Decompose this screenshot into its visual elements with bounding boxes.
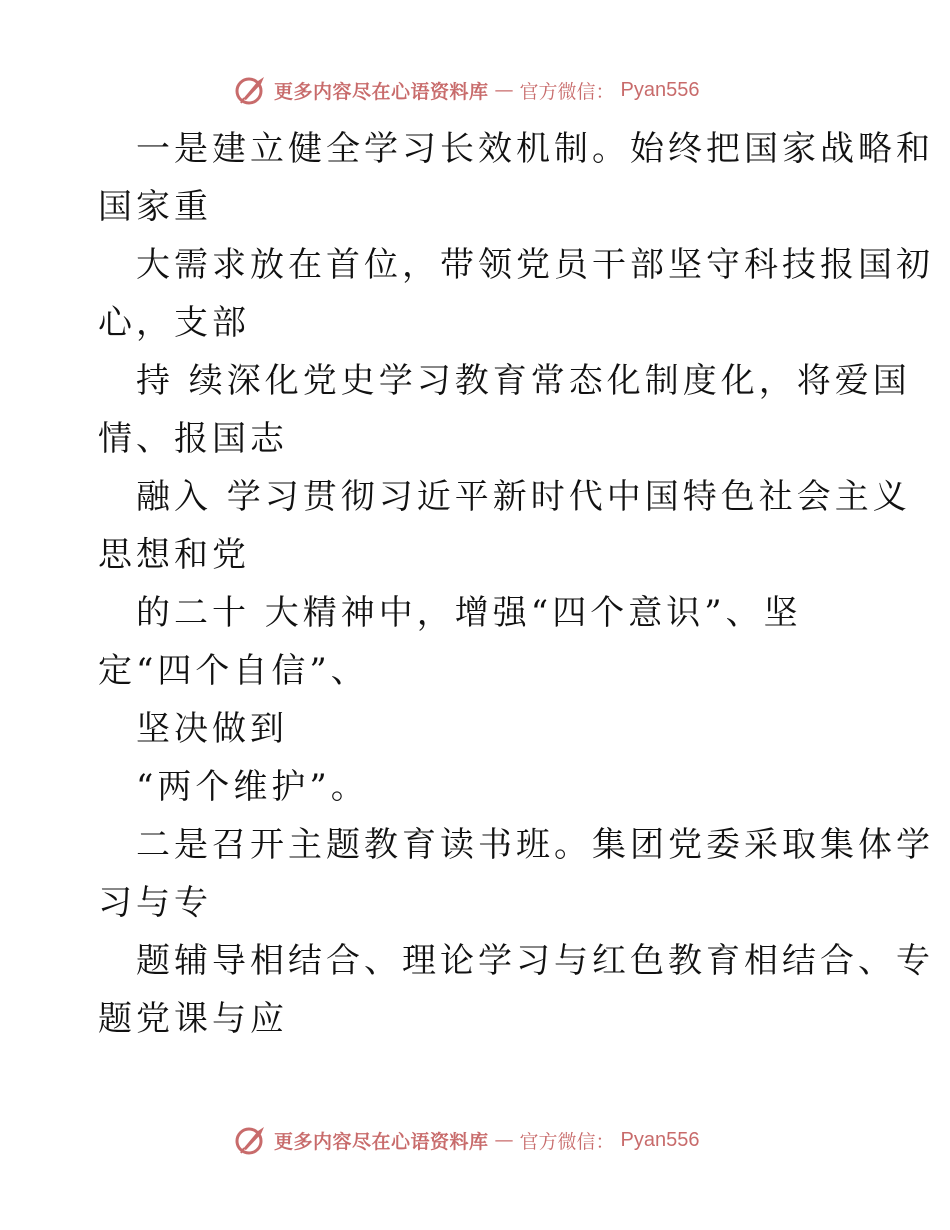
text-line: 题辅导相结合、理论学习与红色教育相结合、专 (136, 941, 934, 981)
watermark-dash: — (494, 1129, 514, 1151)
watermark-wechat-id: Pyan556 (620, 1128, 700, 1151)
text-line: 定“四个自信”、 (98, 651, 369, 691)
text-line: 心，支部 (98, 303, 250, 343)
watermark-brand: 更多内容尽在心语资料库 (274, 1130, 489, 1153)
quill-pen-logo-icon (234, 1123, 268, 1157)
text-line: 国家重 (98, 187, 212, 227)
text-line: 融入 学习贯彻习近平新时代中国特色社会主义 (136, 477, 911, 517)
text-line: 一是建立健全学习长效机制。始终把国家战略和 (136, 129, 934, 169)
watermark-label: 官方微信： (519, 1130, 615, 1153)
text-line: 习与专 (98, 883, 212, 923)
text-line: 持 续深化党史学习教育常态化制度化，将爱国 (136, 361, 911, 401)
text-line: 大需求放在首位，带领党员干部坚守科技报国初 (136, 245, 934, 285)
watermark-brand: 更多内容尽在心语资料库 (274, 80, 489, 103)
text-line: 二是召开主题教育读书班。集团党委采取集体学 (136, 825, 934, 865)
text-line: 情、报国志 (98, 419, 288, 459)
text-line: 坚决做到 (136, 709, 288, 749)
text-line: 思想和党 (98, 535, 250, 575)
text-line: “两个维护”。 (136, 767, 369, 807)
watermark-label: 官方微信： (519, 80, 615, 103)
text-line: 题党课与应 (98, 999, 288, 1039)
watermark-wechat-id: Pyan556 (620, 78, 700, 101)
quill-pen-logo-icon (234, 73, 268, 107)
footer-watermark (234, 1120, 700, 1160)
text-line: 的二十 大精神中，增强“四个意识”、坚 (136, 593, 802, 633)
header-watermark (234, 70, 700, 110)
body-text (98, 120, 934, 1048)
watermark-dash: — (494, 79, 514, 101)
